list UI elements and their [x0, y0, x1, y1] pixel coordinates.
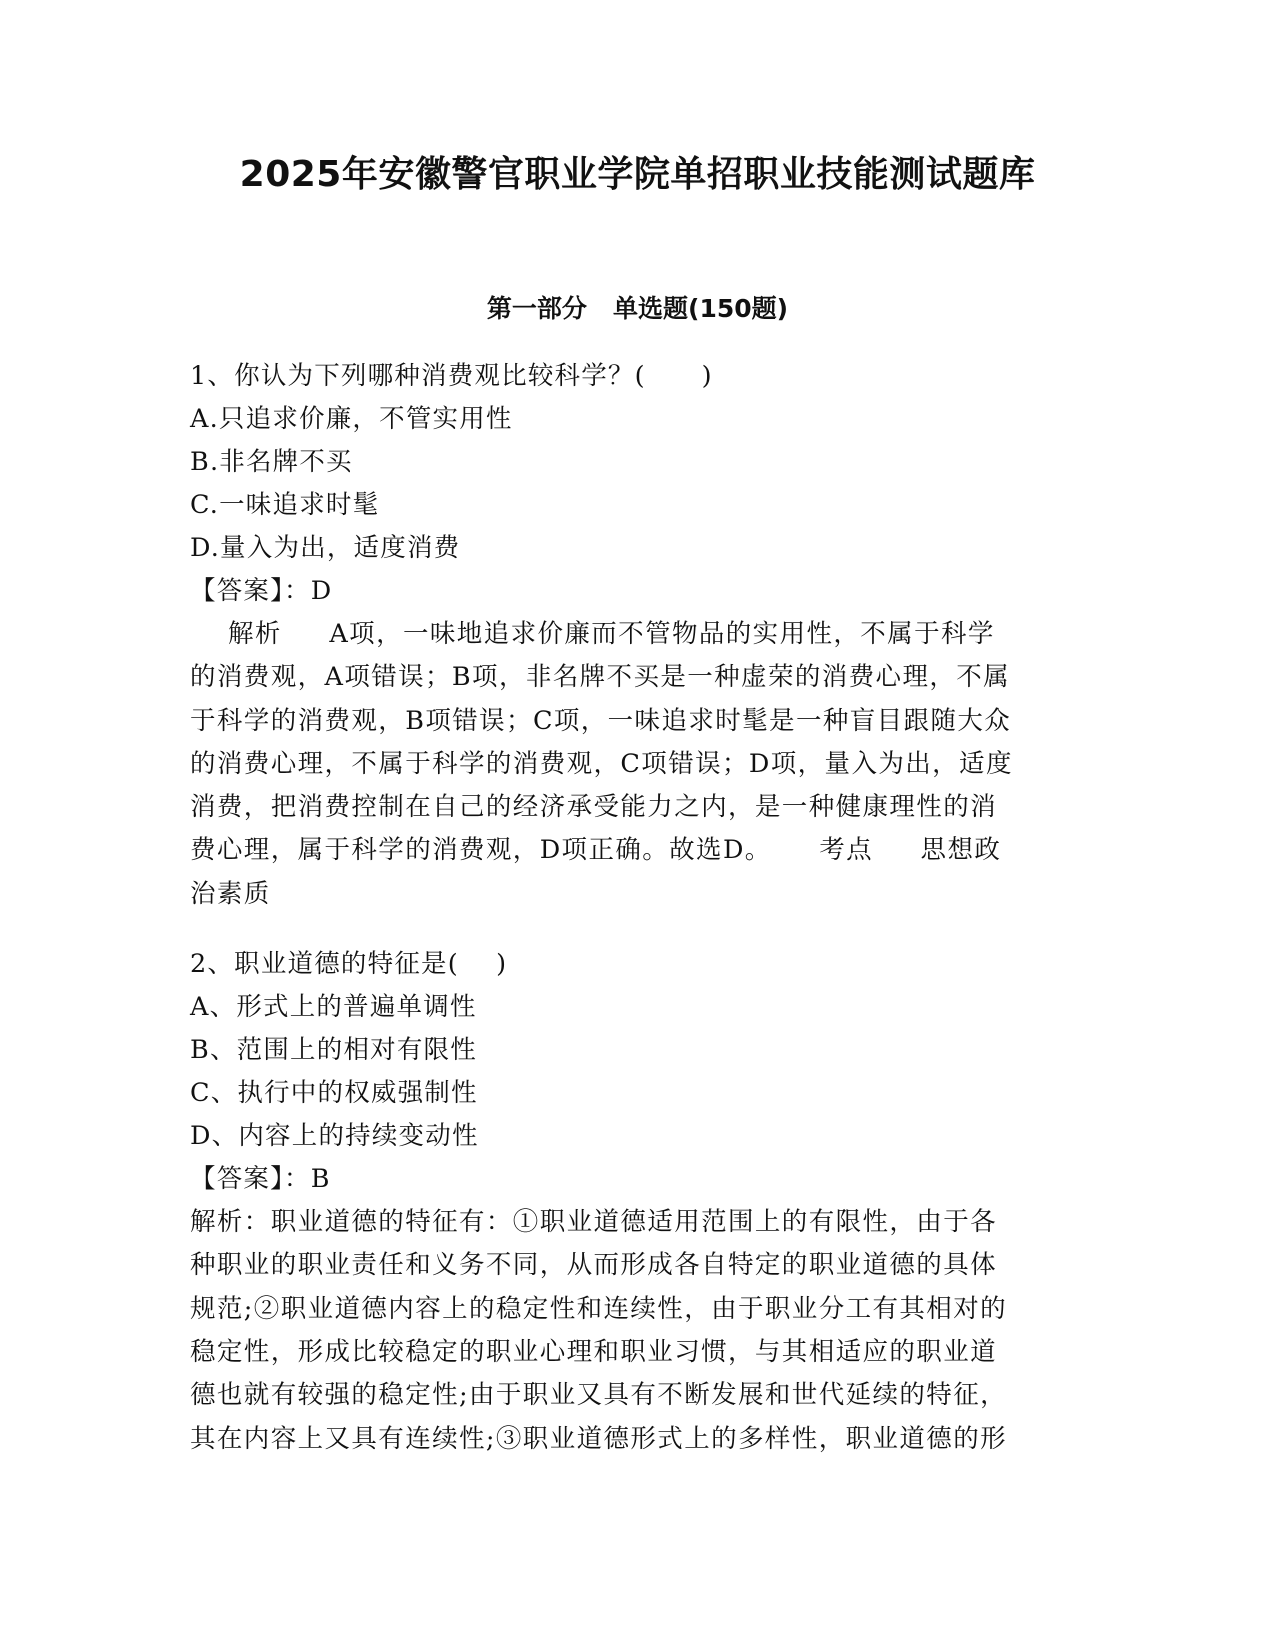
question-list: [190, 355, 1080, 1461]
explanation-line: 治素质: [190, 878, 271, 909]
option-a: A.只追求价廉，不管实用性: [190, 404, 513, 434]
document-title: 2025年安徽警官职业学院单招职业技能测试题库: [239, 154, 1036, 195]
explanation-line: 于科学的消费观，B项错误；C项，一味追求时髦是一种盲目跟随大众: [190, 705, 1012, 736]
explanation-line: 费心理，属于科学的消费观，D项正确。故选D。 考点 思想政: [190, 835, 1002, 866]
option-b: B.非名牌不买: [190, 447, 353, 477]
explanation: [190, 613, 1080, 916]
answer-line: 【答案】：B: [190, 1164, 331, 1195]
explanation-line: 德也就有较强的稳定性;由于职业又具有不断发展和世代延续的特征，: [190, 1380, 1007, 1411]
question-stem: 2、职业道德的特征是( ): [190, 949, 508, 980]
explanation-line: 规范;②职业道德内容上的稳定性和连续性，由于职业分工有其相对的: [190, 1293, 1007, 1324]
question-2: [190, 943, 1080, 1461]
option-a: A、形式上的普遍单调性: [190, 992, 477, 1023]
option-d: D、内容上的持续变动性: [190, 1121, 479, 1152]
explanation: [190, 1201, 1080, 1461]
question-1: [190, 355, 1080, 916]
question-stem: 1、你认为下列哪种消费观比较科学？( ): [190, 361, 713, 391]
explanation-line: 解析 A项，一味地追求价廉而不管物品的实用性，不属于科学: [190, 619, 995, 649]
explanation-line: 稳定性，形成比较稳定的职业心理和职业习惯，与其相适应的职业道: [190, 1336, 998, 1367]
option-c: C、执行中的权威强制性: [190, 1078, 478, 1109]
explanation-line: 消费，把消费控制在自己的经济承受能力之内，是一种健康理性的消: [190, 792, 998, 823]
explanation-line: 的消费观，A项错误；B项，非名牌不买是一种虚荣的消费心理，不属: [190, 662, 1011, 693]
answer-line: 【答案】：D: [190, 576, 333, 606]
explanation-line: 种职业的职业责任和义务不同，从而形成各自特定的职业道德的具体: [190, 1250, 998, 1281]
option-c: C.一味追求时髦: [190, 490, 380, 520]
section-title: 第一部分 单选题(150题): [486, 294, 789, 323]
explanation-line: 其在内容上又具有连续性;③职业道德形式上的多样性，职业道德的形: [190, 1423, 1007, 1454]
option-d: D.量入为出，适度消费: [190, 533, 461, 563]
option-b: B、范围上的相对有限性: [190, 1035, 477, 1066]
explanation-line: 的消费心理，不属于科学的消费观，C项错误；D项，量入为出，适度: [190, 748, 1013, 779]
explanation-line: 解析：职业道德的特征有：①职业道德适用范围上的有限性，由于各: [190, 1207, 998, 1238]
question-gap: [190, 916, 1080, 943]
